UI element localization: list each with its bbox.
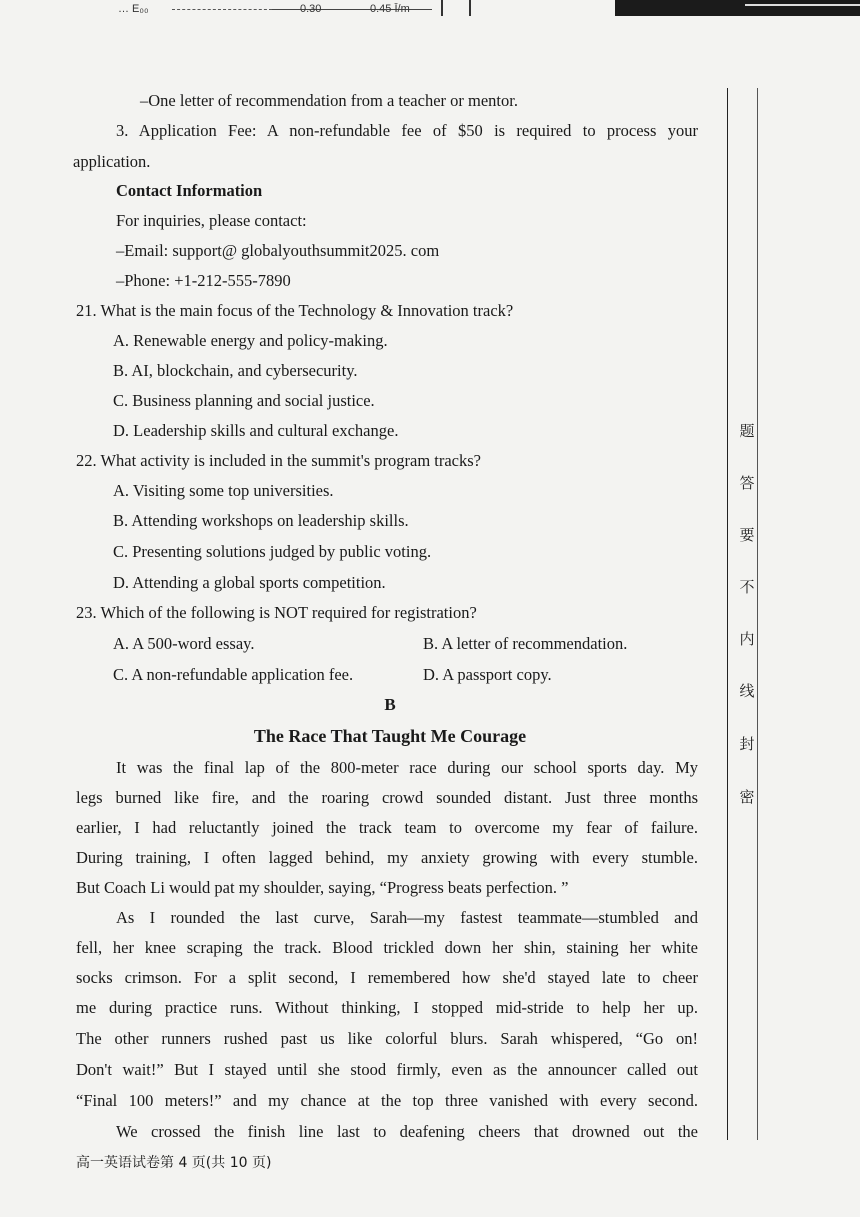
question-23-option-a: A. A 500-word essay. [113, 634, 255, 653]
question-23-stem: 23. Which of the following is NOT required for registration? [76, 603, 477, 622]
contact-phone: –Phone: +1-212-555-7890 [116, 271, 291, 290]
top-dark-block [615, 0, 860, 16]
passage-b-line-8: socks crimson. For a split second, I remembered how she'd stayed late to cheer [76, 968, 698, 987]
page-footer: 高一英语试卷第 4 页(共 10 页) [76, 1155, 272, 1171]
question-23-option-d: D. A passport copy. [423, 665, 552, 684]
question-23-option-c: C. A non-refundable application fee. [113, 665, 354, 684]
question-21-option-d: D. Leadership skills and cultural exchange. [113, 421, 399, 440]
fee-line-1: 3. Application Fee: A non-refundable fee of $50 is required to process your [116, 121, 698, 140]
passage-b-line-9: me during practice runs. Without thinking, I stopped mid-stride to help her up. [76, 998, 698, 1017]
passage-b-line-5: But Coach Li would pat my shoulder, saying, “Progress beats perfection. ” [76, 878, 569, 897]
passage-b-line-2: legs burned like fire, and the roaring crowd sounded distant. Just three months [76, 788, 698, 807]
question-22-option-d: D. Attending a global sports competition. [113, 573, 386, 592]
passage-b-line-12: “Final 100 meters!” and my chance at the top three vanished with every second. [76, 1091, 698, 1110]
passage-b-line-6: As I rounded the last curve, Sarah—my fastest teammate—stumbled and [116, 908, 698, 927]
question-23-option-b: B. A letter of recommendation. [423, 634, 628, 653]
passage-b-line-4: During training, I often lagged behind, my anxiety growing with every stumble. [76, 848, 698, 867]
question-22-option-b: B. Attending workshops on leadership skills. [113, 511, 409, 530]
question-21-stem: 21. What is the main focus of the Technology & Innovation track? [76, 301, 514, 320]
contact-heading: Contact Information [116, 181, 263, 200]
side-char-1: 题 [739, 422, 755, 440]
side-char-3: 要 [739, 526, 755, 544]
question-21-option-b: B. AI, blockchain, and cybersecurity. [113, 361, 358, 380]
question-21-option-a: A. Renewable energy and policy-making. [113, 331, 388, 350]
question-22-stem: 22. What activity is included in the summit's program tracks? [76, 451, 481, 470]
binding-rule-inner [727, 88, 728, 1140]
passage-b-line-7: fell, her knee scraping the track. Blood trickled down her shin, staining her white [76, 938, 698, 957]
binding-rule-outer [757, 88, 758, 1140]
requirement-recommendation: –One letter of recommendation from a teacher or mentor. [140, 91, 518, 110]
side-char-8: 密 [739, 788, 755, 806]
passage-b-title: The Race That Taught Me Courage [253, 726, 527, 746]
question-21-option-c: C. Business planning and social justice. [113, 391, 375, 410]
passage-b-line-3: earlier, I had reluctantly joined the track team to overcome my fear of failure. [76, 818, 698, 837]
passage-b-line-13: We crossed the finish line last to deafening cheers that drowned out the [116, 1122, 698, 1141]
side-char-6: 线 [739, 682, 755, 700]
side-char-2: 答 [739, 474, 755, 492]
passage-b-line-11: Don't wait!” But I stayed until she stood firmly, even as the announcer called out [76, 1060, 698, 1079]
top-divider-2 [469, 0, 471, 16]
question-22-option-c: C. Presenting solutions judged by public voting. [113, 542, 432, 561]
fee-line-2: application. [73, 152, 151, 171]
top-divider-1 [441, 0, 443, 16]
top-fragment-left: … E₀₀ [118, 3, 149, 15]
top-dashed-line [172, 9, 272, 10]
top-fragment-right: 0.45 Ī/m [370, 3, 410, 15]
side-char-5: 内 [739, 630, 755, 648]
passage-b-label: B [384, 695, 396, 714]
side-char-7: 封 [739, 735, 755, 753]
contact-intro: For inquiries, please contact: [116, 211, 307, 230]
top-cropped-strip [0, 0, 860, 22]
contact-email: –Email: support@ globalyouthsummit2025. com [116, 241, 440, 260]
passage-b-line-1: It was the final lap of the 800-meter race during our school sports day. My [116, 758, 698, 777]
side-char-4: 不 [739, 578, 755, 596]
passage-b-line-10: The other runners rushed past us like colorful blurs. Sarah whispered, “Go on! [76, 1029, 698, 1048]
top-fragment-mid: 0.30 [300, 3, 322, 15]
question-22-option-a: A. Visiting some top universities. [113, 481, 334, 500]
